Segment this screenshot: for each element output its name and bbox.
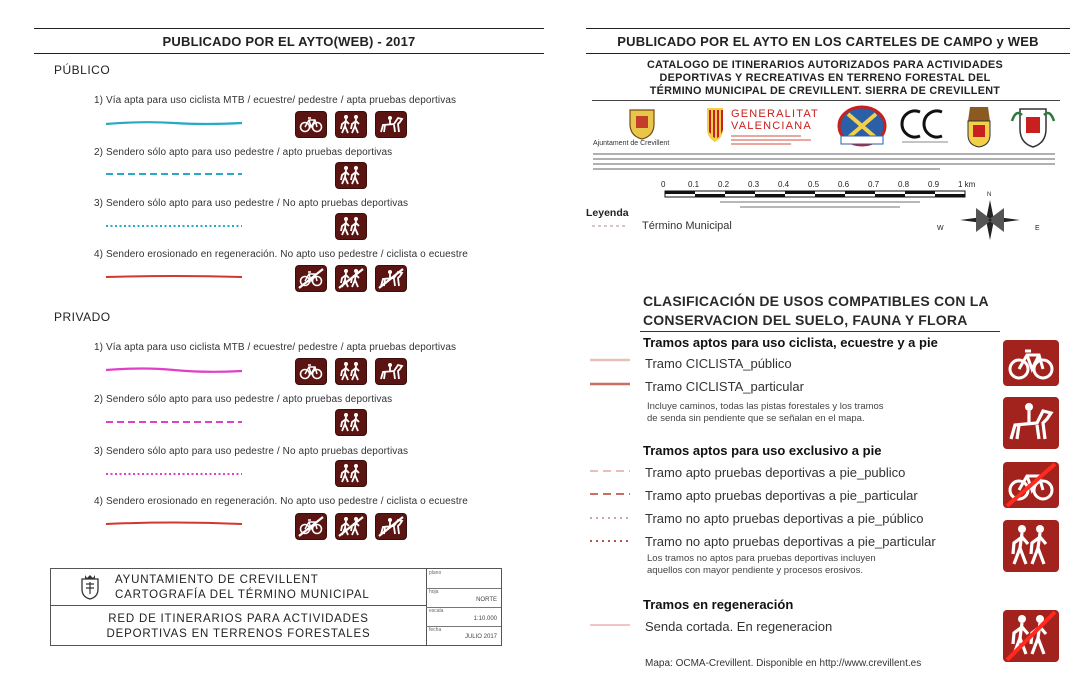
- title-line-2: DEPORTIVAS EN TERRENOS FORESTALES: [106, 628, 371, 640]
- left-header-top-rule: [34, 28, 544, 29]
- field-hoja-label: hoja: [429, 589, 439, 595]
- public-item-2: 2) Sendero sólo apto para uso pedestre / apto pruebas deportivas: [94, 147, 393, 158]
- hikers-icon: [336, 112, 366, 137]
- crevillent-coat-of-arms-icon: [79, 574, 101, 600]
- private-line-cycling: [104, 364, 244, 376]
- catalog-title-line-2: DEPORTIVAS Y RECREATIVAS EN TERRENO FORESTAL DEL: [659, 72, 991, 84]
- scale-tick: 0: [661, 180, 666, 189]
- ajuntament-label: Ajuntament de Crevillent: [593, 140, 670, 147]
- right-header: PUBLICADO POR EL AYTO EN LOS CARTELES DE CAMPO y WEB: [617, 34, 1039, 49]
- classification-title: [643, 292, 989, 330]
- no-apto-particular-line: [588, 537, 634, 545]
- no-hikers-icon: [1003, 610, 1059, 662]
- gva-line-1: GENERALITAT: [731, 108, 819, 120]
- regeneracion-line: [588, 621, 634, 629]
- private-item-2: 2) Sendero sólo apto para uso pedestre / apto pruebas deportivas: [94, 394, 393, 405]
- public-section-title: PÚBLICO: [54, 63, 111, 77]
- classification-title-line-2: CONSERVACION DEL SUELO, FAUNA Y FLORA: [643, 312, 968, 328]
- group3-title: Tramos en regeneración: [643, 597, 794, 612]
- left-header: PUBLICADO POR EL AYTO(WEB) - 2017: [162, 34, 416, 49]
- private-item-4: 4) Sendero erosionado en regeneración. No apto uso pedestre / ciclista o ecuestre: [94, 496, 468, 507]
- legend-termino: Término Municipal: [642, 220, 732, 232]
- classification-rule: [640, 331, 1000, 332]
- field-fecha-label: fecha: [429, 627, 442, 633]
- org-line-1: AYUNTAMIENTO DE CREVILLENT: [115, 574, 319, 586]
- compass-n: N: [987, 192, 992, 198]
- group1-note: [647, 401, 884, 425]
- classification-title-line-1: CLASIFICACIÓN DE USOS COMPATIBLES CON LA: [643, 293, 989, 309]
- hikers-icon: [336, 461, 366, 486]
- hikers-icon: [336, 163, 366, 188]
- no-hikers-icon: [336, 514, 366, 539]
- gva-line-2: VALENCIANA: [731, 120, 812, 132]
- ciclista-publico-line: [588, 356, 634, 364]
- catalog-title-line-3: TÉRMINO MUNICIPAL DE CREVILLENT. SIERRA DE CREVILLENT: [649, 85, 1001, 97]
- title-line-1: RED DE ITINERARIOS PARA ACTIVIDADES: [108, 613, 369, 625]
- public-line-cycling: [104, 117, 244, 129]
- apto-particular-line: [588, 490, 634, 498]
- group1-note-line-2: de senda sin pendiente que se señalan en el mapa.: [647, 413, 865, 424]
- hikers-icon: [336, 214, 366, 239]
- scale-tick: 1 km: [958, 180, 976, 189]
- right-header-bottom-rule: [586, 53, 1070, 54]
- compass-rose-icon: [940, 192, 1048, 242]
- group1-item-1: Tramo CICLISTA_público: [645, 356, 792, 371]
- catalog-rule: [592, 100, 1060, 101]
- public-item-1: 1) Vía apta para uso ciclista MTB / ecuestre/ pedestre / apta pruebas deportivas: [94, 95, 457, 106]
- municipal-crest-icon: [1008, 103, 1058, 149]
- group2-note-line-2: aquellos con mayor pendiente y procesos erosivos.: [647, 565, 863, 576]
- helmet-crest-icon: [962, 103, 996, 149]
- group1-title: Tramos aptos para uso ciclista, ecuestre y a pie: [643, 335, 938, 350]
- scale-ticks: [655, 180, 995, 192]
- private-line-regen: [104, 518, 244, 530]
- hikers-icon: [336, 359, 366, 384]
- catalog-title-line-1: CATALOGO DE ITINERARIOS AUTORIZADOS PARA ACTIVIDADES: [646, 59, 1004, 71]
- gva-emblem-icon: [704, 104, 726, 144]
- private-line-sport-foot: [104, 416, 244, 428]
- scale-tick: 0.9: [928, 180, 940, 189]
- no-hikers-icon: [336, 266, 366, 291]
- group2-note: [647, 553, 876, 577]
- field-escala-label: escala: [429, 608, 444, 614]
- bicycle-icon: [1003, 340, 1059, 386]
- no-bicycle-icon: [296, 266, 326, 291]
- private-item-3: 3) Sendero sólo apto para uso pedestre / No apto pruebas deportivas: [94, 446, 409, 457]
- group2-item-3: Tramo no apto pruebas deportivas a pie_público: [645, 511, 924, 526]
- club-ciclista-badge-icon: [836, 104, 888, 148]
- group2-item-2: Tramo apto pruebas deportivas a pie_particular: [645, 488, 918, 503]
- group2-item-1: Tramo apto pruebas deportivas a pie_publico: [645, 465, 906, 480]
- field-escala-value: 1:10.000: [473, 616, 497, 622]
- scale-tick: 0.3: [748, 180, 760, 189]
- no-bicycle-icon: [1003, 462, 1059, 508]
- scale-tick: 0.2: [718, 180, 730, 189]
- ajuntament-crest-icon: [627, 106, 657, 140]
- no-horse-icon: [376, 514, 406, 539]
- apto-publico-line: [588, 467, 634, 475]
- centre-excursionista-logo-icon: [896, 104, 954, 146]
- ciclista-particular-line: [588, 380, 634, 388]
- right-header-top-rule: [586, 28, 1070, 29]
- legend-label: Leyenda: [586, 207, 629, 219]
- hikers-icon: [1003, 520, 1059, 572]
- bicycle-icon: [296, 359, 326, 384]
- public-item-3: 3) Sendero sólo apto para uso pedestre / No apto pruebas deportivas: [94, 198, 409, 209]
- scale-tick: 0.6: [838, 180, 850, 189]
- field-hoja-value: NORTE: [476, 597, 497, 603]
- hikers-icon: [336, 410, 366, 435]
- compass-w: W: [937, 225, 944, 232]
- group3-item-1: Senda cortada. En regeneracion: [645, 619, 833, 634]
- group2-item-4: Tramo no apto pruebas deportivas a pie_particular: [645, 534, 936, 549]
- public-line-regen: [104, 271, 244, 283]
- field-plano-label: plano: [429, 570, 442, 576]
- bicycle-icon: [296, 112, 326, 137]
- private-section-title: PRIVADO: [54, 310, 111, 324]
- map-footer: Mapa: OCMA-Crevillent. Disponible en http://www.crevillent.es: [645, 658, 922, 669]
- termino-line: [590, 222, 630, 230]
- public-line-sport-foot: [104, 168, 244, 180]
- no-bicycle-icon: [296, 514, 326, 539]
- left-header-bottom-rule: [34, 53, 544, 54]
- org-line-2: CARTOGRAFÍA DEL TÉRMINO MUNICIPAL: [115, 589, 370, 601]
- scale-tick: 0.5: [808, 180, 820, 189]
- compass-e: E: [1035, 225, 1040, 232]
- title-block: [50, 568, 502, 646]
- no-horse-icon: [376, 266, 406, 291]
- horse-rider-icon: [1003, 397, 1059, 449]
- private-item-1: 1) Vía apta para uso ciclista MTB / ecuestre/ pedestre / apta pruebas deportivas: [94, 342, 457, 353]
- scale-tick: 0.4: [778, 180, 790, 189]
- group1-note-line-1: Incluye caminos, todas las pistas forestales y los tramos: [647, 401, 884, 412]
- scale-tick: 0.8: [898, 180, 910, 189]
- credits-block: [593, 150, 1055, 174]
- scale-note: [720, 198, 920, 211]
- no-apto-publico-line: [588, 514, 634, 522]
- field-fecha-value: JULIO 2017: [464, 634, 497, 640]
- horse-rider-icon: [376, 112, 406, 137]
- group1-item-2: Tramo CICLISTA_particular: [645, 379, 804, 394]
- group2-title: Tramos aptos para uso exclusivo a pie: [643, 443, 882, 458]
- private-line-foot-only: [104, 468, 244, 480]
- public-item-4: 4) Sendero erosionado en regeneración. No apto uso pedestre / ciclista o ecuestre: [94, 249, 468, 260]
- scale-tick: 0.1: [688, 180, 700, 189]
- horse-rider-icon: [376, 359, 406, 384]
- gva-subtext: [731, 133, 821, 147]
- public-line-foot-only: [104, 220, 244, 232]
- catalog-title: [590, 59, 1060, 98]
- group2-note-line-1: Los tramos no aptos para pruebas deportivas incluyen: [647, 553, 876, 564]
- scale-tick: 0.7: [868, 180, 880, 189]
